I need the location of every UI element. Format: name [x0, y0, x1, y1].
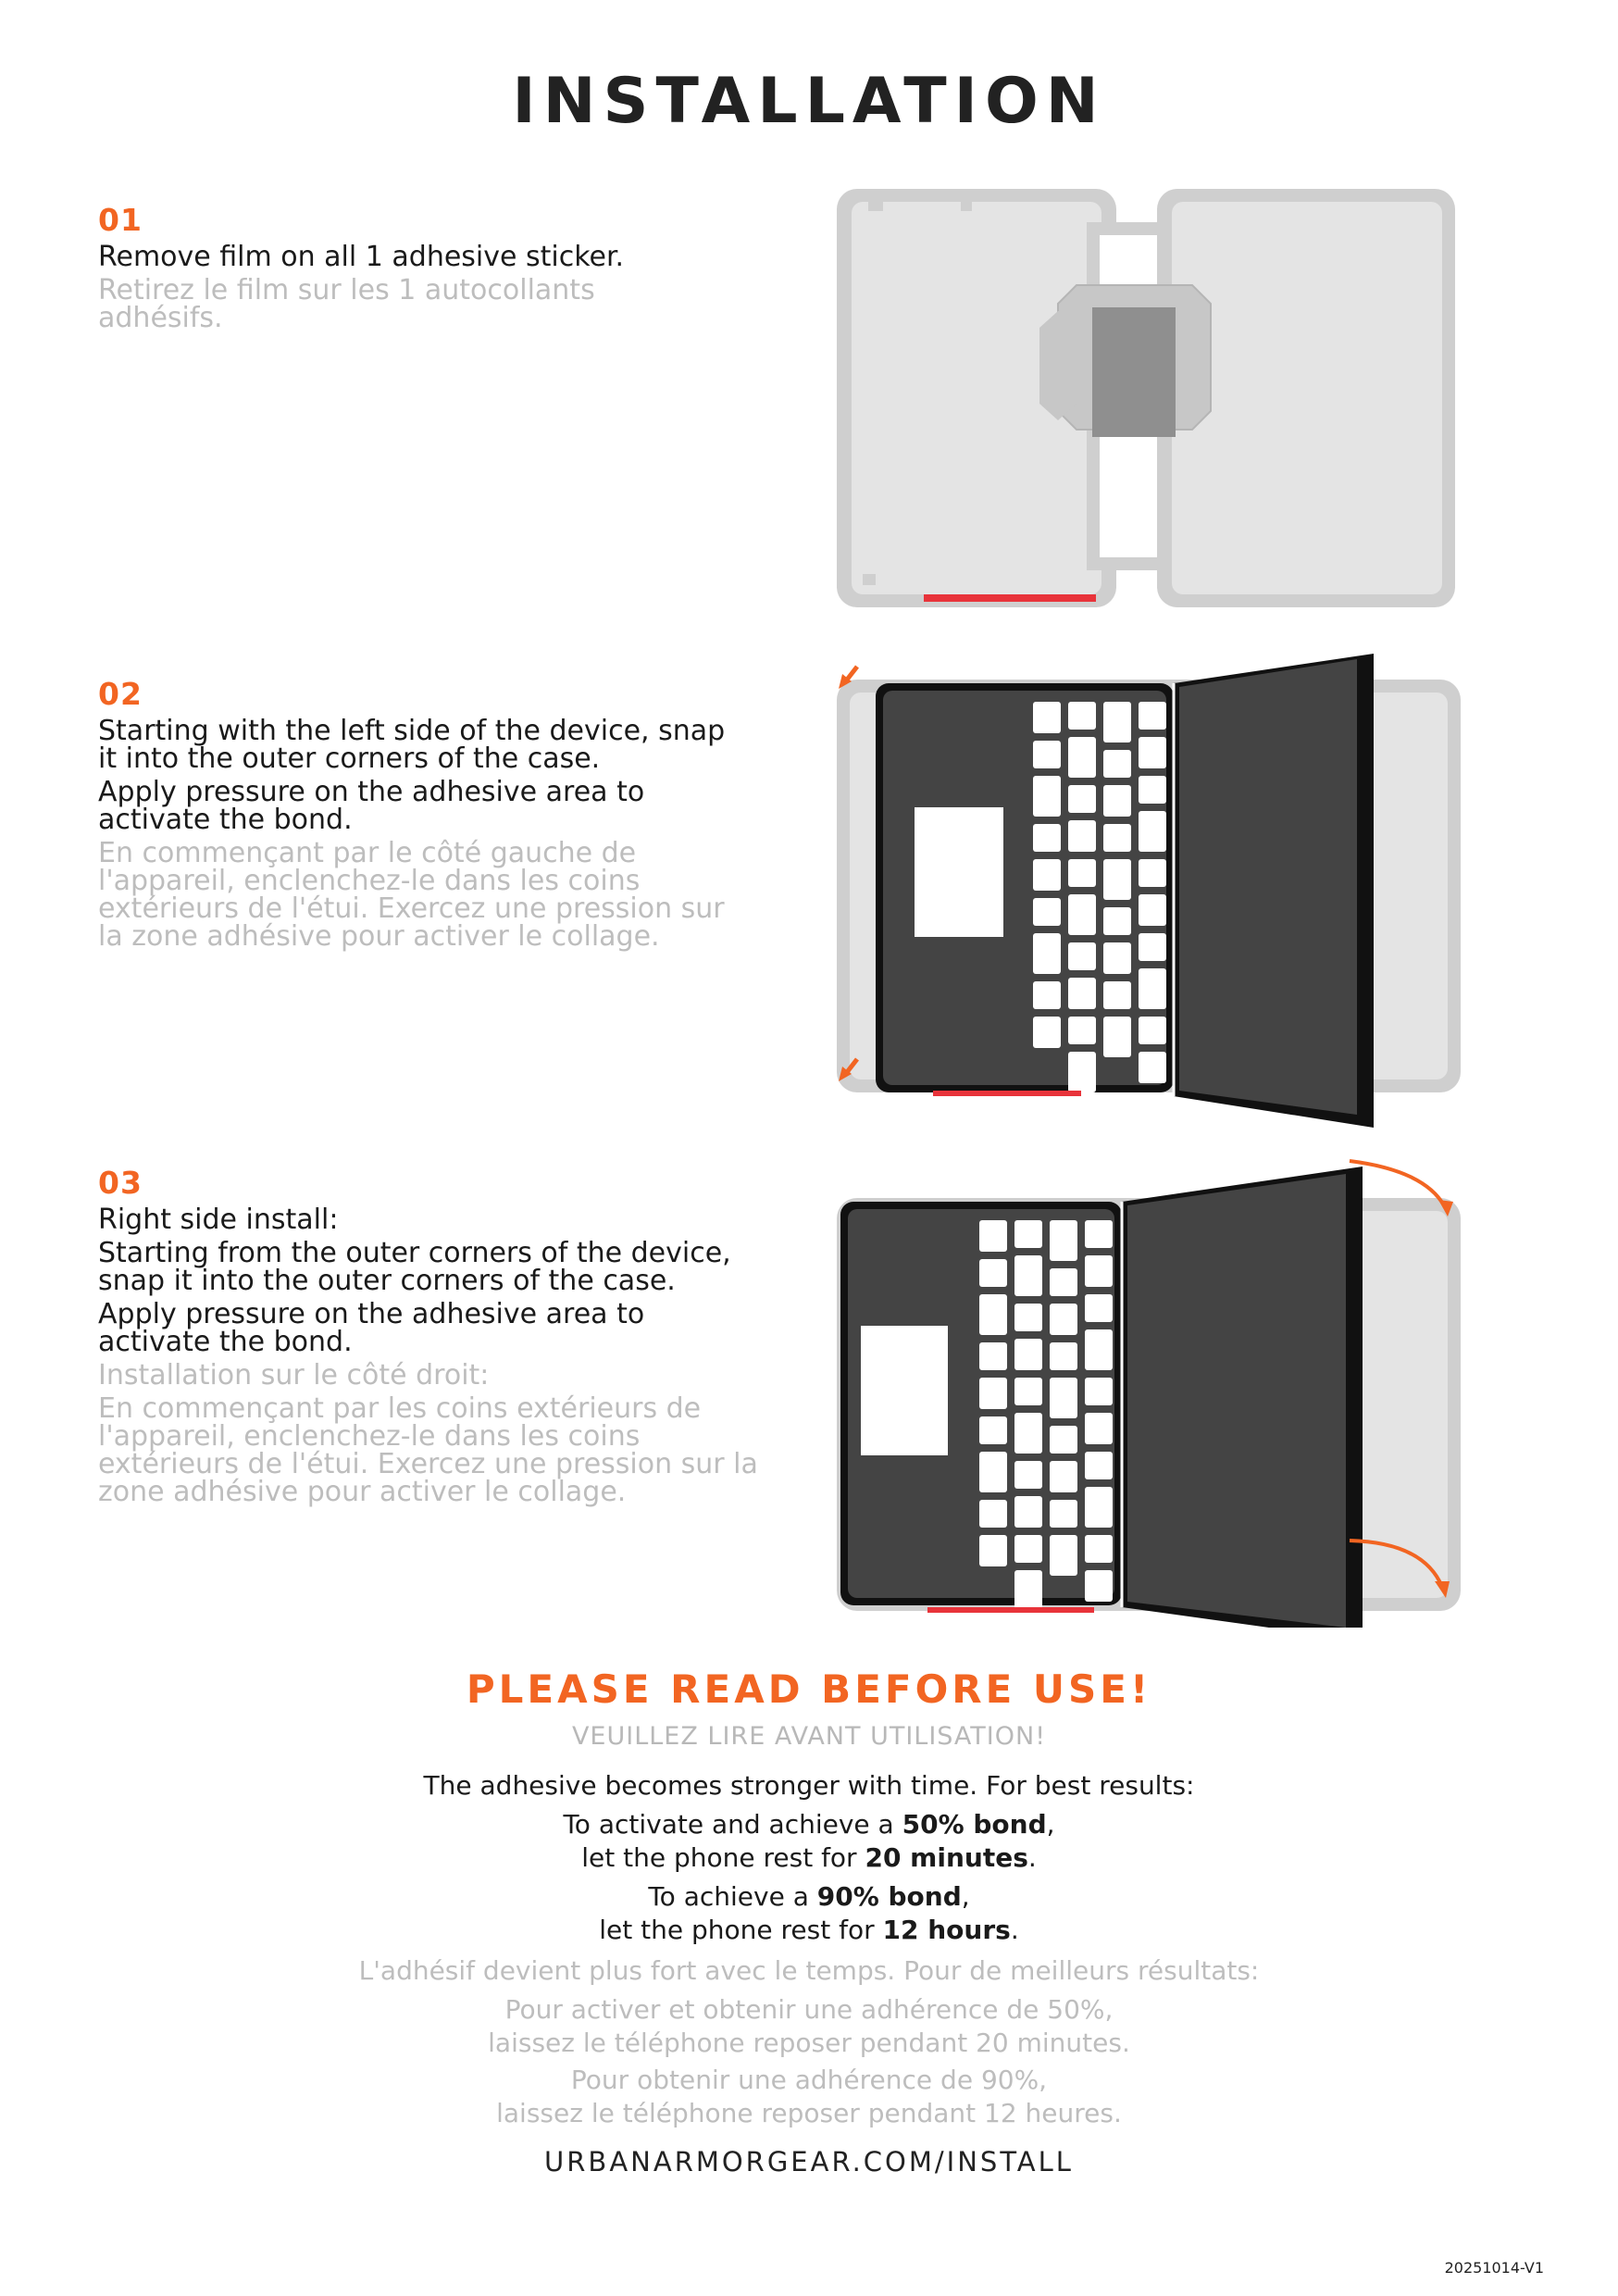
- key: [979, 1259, 1007, 1287]
- bold-value: 90% bond: [816, 1881, 962, 1912]
- key: [1068, 1052, 1096, 1092]
- notice-intro-fr: L'adhésif devient plus fort avec le temps. Pour de meilleurs résultats:: [358, 1955, 1260, 1986]
- key: [1050, 1304, 1077, 1335]
- step-text-fr: extérieurs de l'étui. Exercez une pression sur la: [98, 1448, 758, 1480]
- install-url-link[interactable]: URBANARMORGEAR.COM/INSTALL: [544, 2146, 1074, 2177]
- text: let the phone rest for: [581, 1842, 865, 1873]
- key: [979, 1378, 1007, 1409]
- key: [1033, 702, 1061, 733]
- key: [1085, 1294, 1113, 1322]
- step-number: 03: [98, 1165, 143, 1201]
- key: [1068, 978, 1096, 1009]
- key: [1085, 1452, 1113, 1479]
- key: [1014, 1570, 1042, 1611]
- key: [1085, 1535, 1113, 1563]
- notice-line-en: [0, 1807, 1618, 1842]
- key: [979, 1220, 1007, 1252]
- step-text-en: Apply pressure on the adhesive area to: [98, 1298, 645, 1330]
- step-text-en: Remove film on all 1 adhesive sticker.: [98, 241, 625, 273]
- bold-value: 50% bond: [902, 1809, 1047, 1840]
- step-2: [98, 676, 802, 951]
- step-text-fr: En commençant par le côté gauche de: [98, 837, 637, 869]
- step-text-en: activate the bond.: [98, 1326, 353, 1358]
- key: [1103, 859, 1131, 900]
- key: [1068, 820, 1096, 852]
- key: [1068, 737, 1096, 778]
- key: [1085, 1487, 1113, 1528]
- key: [1103, 942, 1131, 974]
- notice-subtitle: VEUILLEZ LIRE AVANT UTILISATION!: [571, 1722, 1047, 1751]
- adhesive-sticker-backing: [1039, 311, 1077, 420]
- version-code: 20251014-V1: [1444, 2259, 1544, 2277]
- illustration-step-1-open-case: [831, 181, 1461, 617]
- key: [1139, 811, 1166, 852]
- step-text-en: Right side install:: [98, 1204, 339, 1236]
- key: [1050, 1535, 1077, 1576]
- key: [1103, 785, 1131, 817]
- notice-line-fr: laissez le téléphone reposer pendant 12 heures.: [496, 2098, 1122, 2128]
- key: [1139, 933, 1166, 961]
- key: [1014, 1461, 1042, 1489]
- key: [1050, 1268, 1077, 1296]
- key: [1085, 1329, 1113, 1370]
- step-1-french: [98, 274, 802, 334]
- key: [1103, 981, 1131, 1009]
- key: [979, 1294, 1007, 1335]
- illustration-step-3-right-install: [831, 1146, 1470, 1628]
- key: [979, 1416, 1007, 1444]
- key: [1014, 1304, 1042, 1331]
- step-number: 02: [98, 676, 143, 712]
- step-text-en: Apply pressure on the adhesive area to: [98, 776, 645, 808]
- key: [1139, 776, 1166, 804]
- page-title: INSTALLATION: [512, 65, 1106, 138]
- step-3: [98, 1165, 802, 1506]
- key: [1014, 1255, 1042, 1296]
- text: To achieve a: [648, 1881, 817, 1912]
- step-text-en: snap it into the outer corners of the case.: [98, 1265, 676, 1297]
- notice-line-en: [0, 1913, 1618, 1948]
- key: [1033, 981, 1061, 1009]
- step-1-english: [98, 243, 802, 271]
- key: [1014, 1378, 1042, 1405]
- step-text-fr: zone adhésive pour activer le collage.: [98, 1476, 627, 1508]
- key: [1068, 702, 1096, 730]
- key: [1033, 1017, 1061, 1048]
- keyboard-device: [876, 683, 1174, 1092]
- adhesive-film: [1092, 307, 1176, 437]
- key: [979, 1452, 1007, 1492]
- key: [1033, 859, 1061, 891]
- screen-panel: [1174, 654, 1374, 1128]
- key: [1050, 1220, 1077, 1261]
- notice-title: PLEASE READ BEFORE USE!: [466, 1666, 1152, 1712]
- key: [1139, 968, 1166, 1009]
- keyboard-device: [840, 1202, 1122, 1611]
- step-text-fr: l'appareil, enclenchez-le dans les coins: [98, 1420, 641, 1453]
- key: [979, 1500, 1007, 1528]
- key: [1033, 933, 1061, 974]
- trackpad: [861, 1326, 948, 1455]
- trackpad: [915, 807, 1003, 937]
- key: [1014, 1496, 1042, 1528]
- key: [1068, 894, 1096, 935]
- key: [1050, 1378, 1077, 1418]
- key: [1068, 1017, 1096, 1044]
- key: [1033, 776, 1061, 817]
- step-1: [98, 202, 802, 332]
- key: [1068, 785, 1096, 813]
- screen-panel: [1122, 1167, 1363, 1628]
- key: [1033, 824, 1061, 852]
- key: [1103, 702, 1131, 742]
- key: [1014, 1339, 1042, 1370]
- key: [1050, 1500, 1077, 1528]
- key: [1014, 1413, 1042, 1454]
- text: let the phone rest for: [599, 1915, 883, 1945]
- bold-value: 12 hours: [882, 1915, 1011, 1945]
- text: To activate and achieve a: [563, 1809, 902, 1840]
- text: .: [1010, 1915, 1019, 1945]
- adhesive-strip-red: [933, 1091, 1081, 1096]
- notice-intro-en: The adhesive becomes stronger with time. For best results:: [423, 1770, 1195, 1801]
- key: [1050, 1426, 1077, 1454]
- key: [1068, 942, 1096, 970]
- key: [1103, 907, 1131, 935]
- key: [1033, 741, 1061, 768]
- key: [1085, 1255, 1113, 1287]
- key: [1033, 898, 1061, 926]
- key: [1139, 737, 1166, 768]
- illustration-step-2-left-install: [831, 646, 1470, 1128]
- step-2-french: [98, 837, 802, 953]
- key: [1103, 1017, 1131, 1057]
- key: [1103, 824, 1131, 852]
- step-text-en: Starting from the outer corners of the device,: [98, 1237, 731, 1269]
- key: [1014, 1535, 1042, 1563]
- text: ,: [961, 1881, 970, 1912]
- key: [1014, 1220, 1042, 1248]
- key: [1085, 1413, 1113, 1444]
- notice-line-en: [0, 1879, 1618, 1915]
- text: ,: [1046, 1809, 1055, 1840]
- step-number: 01: [98, 202, 143, 238]
- step-text-fr: extérieurs de l'étui. Exercez une pression sur: [98, 892, 725, 925]
- key: [1139, 894, 1166, 926]
- key: [1085, 1220, 1113, 1248]
- key: [1050, 1342, 1077, 1370]
- key: [1050, 1461, 1077, 1492]
- step-text-en: Starting with the left side of the device, snap: [98, 715, 726, 747]
- notice-line-fr: laissez le téléphone reposer pendant 20 minutes.: [488, 2028, 1130, 2058]
- key: [1085, 1570, 1113, 1602]
- notice-line-fr: Pour obtenir une adhérence de 90%,: [570, 2065, 1048, 2095]
- bold-value: 20 minutes: [865, 1842, 1028, 1873]
- key: [979, 1535, 1007, 1566]
- text: .: [1027, 1842, 1037, 1873]
- step-2-english: [98, 715, 802, 836]
- step-text-fr: l'appareil, enclenchez-le dans les coins: [98, 865, 641, 897]
- step-text-fr: la zone adhésive pour activer le collage.: [98, 920, 660, 953]
- key: [979, 1342, 1007, 1370]
- step-text-fr: En commençant par les coins extérieurs de: [98, 1392, 702, 1425]
- key: [1139, 1052, 1166, 1083]
- key: [1103, 750, 1131, 778]
- step-text-en: activate the bond.: [98, 804, 353, 836]
- notice-line-en: [0, 1841, 1618, 1876]
- adhesive-strip-red: [927, 1607, 1094, 1613]
- notice-line-fr: Pour activer et obtenir une adhérence de 50%,: [504, 1994, 1114, 2025]
- key: [1139, 702, 1166, 730]
- step-text-fr: Installation sur le côté droit:: [98, 1359, 490, 1391]
- step-text-fr: adhésifs.: [98, 302, 223, 334]
- step-text-fr: Retirez le film sur les 1 autocollants: [98, 274, 595, 306]
- key: [1139, 1017, 1166, 1044]
- adhesive-strip-red: [924, 594, 1096, 602]
- key: [1085, 1378, 1113, 1405]
- key: [1068, 859, 1096, 887]
- step-text-en: it into the outer corners of the case.: [98, 742, 601, 775]
- key: [1139, 859, 1166, 887]
